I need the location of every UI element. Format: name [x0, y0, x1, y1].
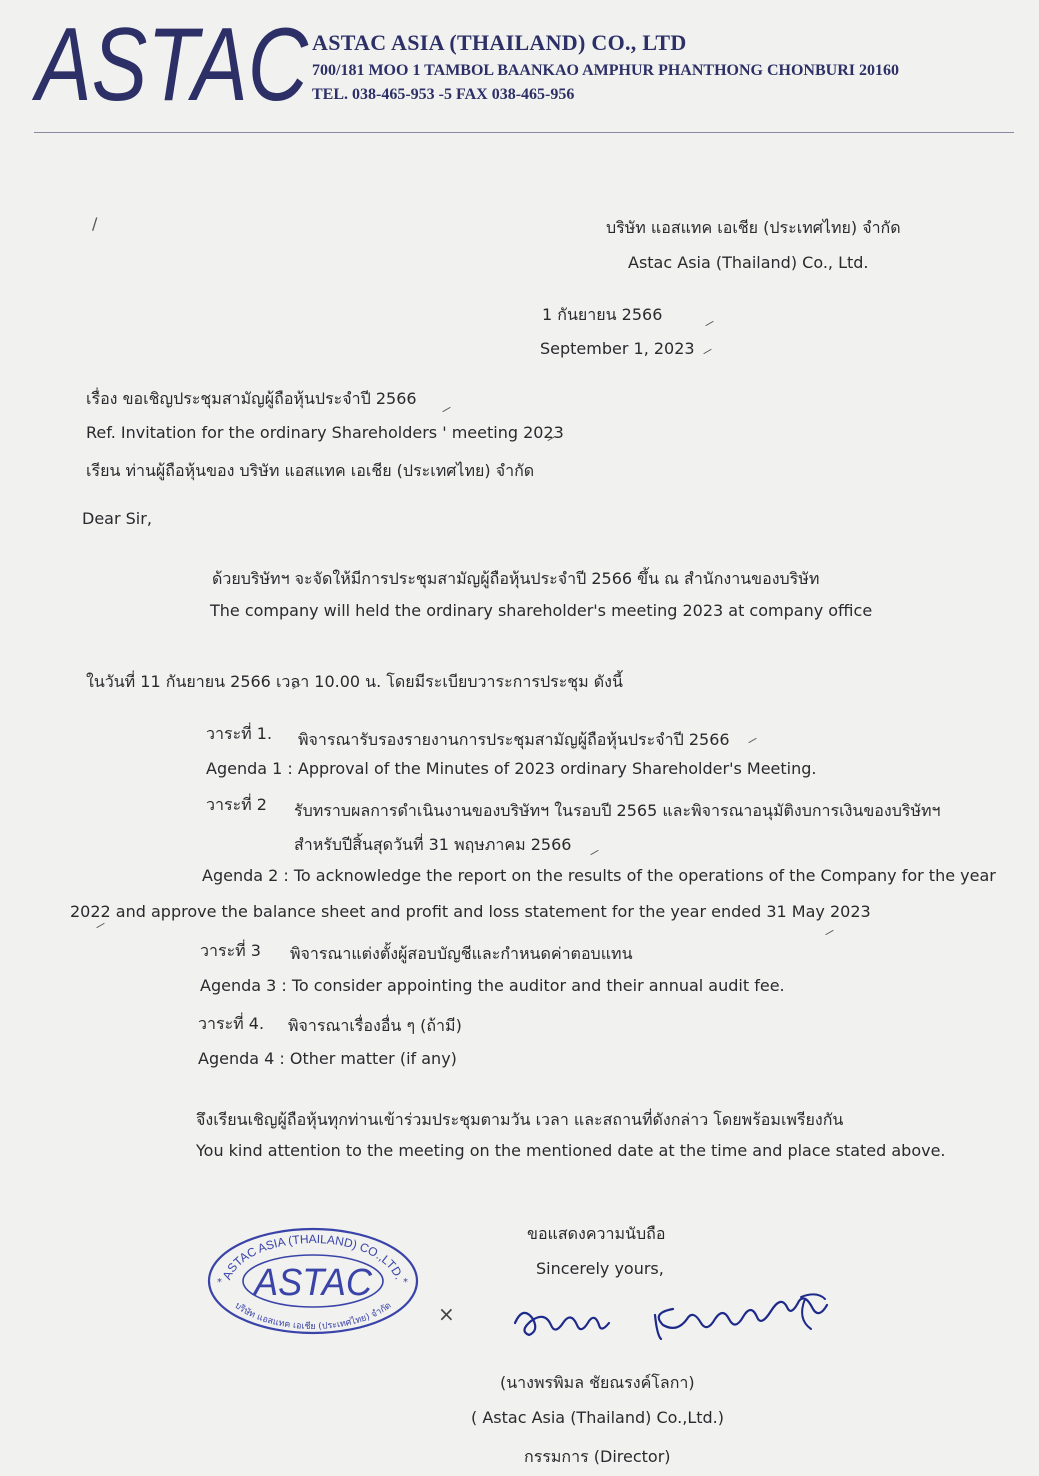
agenda-2-th-label: วาระที่ 2	[206, 795, 267, 814]
agenda-1-th-text: พิจารณารับรองรายงานการประชุมสามัญผู้ถือหุ้นประจำปี 2566	[298, 730, 730, 749]
check-mark	[442, 407, 450, 412]
signer-name-th: (นางพรพิมล ชัยณรงค์โลกา)	[500, 1373, 695, 1392]
stamp-bottom-text: บริษัท แอสแทค เอเชีย (ประเทศไทย) จำกัด	[232, 1300, 394, 1332]
check-mark	[748, 738, 756, 743]
check-mark	[703, 349, 711, 354]
astac-logo	[31, 7, 311, 123]
agenda-2-th-text-2: สำหรับปีสิ้นสุดวันที่ 31 พฤษภาคม 2566	[294, 835, 572, 854]
handwritten-signature	[505, 1285, 885, 1355]
agenda-4-en: Agenda 4 : Other matter (if any)	[198, 1049, 457, 1068]
agenda-2-en-2: 2022 and approve the balance sheet and profit and loss statement for the year ended 31 May 2023	[70, 902, 871, 921]
agenda-4-th-text: พิจารณาเรื่องอื่น ๆ (ถ้ามี)	[288, 1016, 462, 1035]
stamp-top-text: ASTAC ASIA (THAILAND) CO.,LTD.	[219, 1231, 407, 1282]
agenda-3-th-label: วาระที่ 3	[200, 941, 261, 960]
sender-name-en: Astac Asia (Thailand) Co., Ltd.	[628, 253, 869, 272]
check-mark	[825, 930, 833, 935]
check-mark	[590, 850, 598, 855]
star-icon: *	[403, 1277, 408, 1288]
intro-en: The company will held the ordinary shareholder's meeting 2023 at company office	[210, 601, 873, 620]
stamp-center-text: ASTAC	[252, 1262, 373, 1304]
company-stamp	[205, 1225, 421, 1337]
subject-en: Ref. Invitation for the ordinary Shareholders ' meeting 2023	[86, 423, 564, 442]
signer-company: ( Astac Asia (Thailand) Co.,Ltd.)	[471, 1408, 724, 1427]
x-mark: ×	[438, 1302, 455, 1326]
agenda-2-en: Agenda 2 : To acknowledge the report on the results of the operations of the Company for the year	[202, 866, 996, 885]
check-mark	[96, 923, 104, 928]
agenda-2-th-text: รับทราบผลการดำเนินงานของบริษัทฯ ในรอบปี 2565 และพิจารณาอนุมัติงบการเงินของบริษัทฯ	[294, 801, 941, 820]
intro-th: ด้วยบริษัทฯ จะจัดให้มีการประชุมสามัญผู้ถือหุ้นประจำปี 2566 ขึ้น ณ สำนักงานของบริษัท	[212, 569, 820, 588]
agenda-1-th-label: วาระที่ 1.	[206, 724, 273, 743]
regards-en: Sincerely yours,	[536, 1259, 664, 1278]
regards-th: ขอแสดงความนับถือ	[527, 1224, 666, 1243]
sender-name-th: บริษัท แอสแทค เอเชีย (ประเทศไทย) จำกัด	[606, 218, 901, 237]
salutation: Dear Sir,	[82, 509, 152, 528]
company-address: 700/181 MOO 1 TAMBOL BAANKAO AMPHUR PHANTHONG CHONBURI 20160	[312, 62, 899, 79]
subject-th: เรื่อง ขอเชิญประชุมสามัญผู้ถือหุ้นประจำปี 2566	[86, 389, 417, 408]
company-phone: TEL. 038-465-953 -5 FAX 038-465-956	[312, 86, 575, 103]
closing-invite-th: จึงเรียนเชิญผู้ถือหุ้นทุกท่านเข้าร่วมประชุมตามวัน เวลา และสถานที่ดังกล่าว โดยพร้อมเพรียงกัน	[196, 1110, 844, 1129]
closing-invite-en: You kind attention to the meeting on the mentioned date at the time and place stated above.	[196, 1141, 946, 1160]
addressee-th: เรียน ท่านผู้ถือหุ้นของ บริษัท แอสแทค เอเชีย (ประเทศไทย) จำกัด	[86, 461, 535, 480]
margin-mark: /	[92, 214, 98, 233]
agenda-3-en: Agenda 3 : To consider appointing the auditor and their annual audit fee.	[200, 976, 785, 995]
company-name: ASTAC ASIA (THAILAND) CO., LTD	[312, 30, 687, 55]
star-icon: *	[217, 1277, 222, 1288]
meeting-datetime-th: ในวันที่ 11 กันยายน 2566 เวลา 10.00 น. โดยมีระเบียบวาระการประชุม ดังนี้	[86, 672, 623, 691]
date-th: 1 กันยายน 2566	[542, 305, 663, 324]
agenda-3-th-text: พิจารณาแต่งตั้งผู้สอบบัญชีและกำหนดค่าตอบแทน	[290, 944, 633, 963]
date-en: September 1, 2023	[540, 339, 695, 358]
agenda-1-en: Agenda 1 : Approval of the Minutes of 2023 ordinary Shareholder's Meeting.	[206, 759, 817, 778]
logo-text: ASTAC	[31, 7, 309, 123]
signer-title: กรรมการ (Director)	[524, 1447, 671, 1466]
agenda-4-th-label: วาระที่ 4.	[198, 1014, 265, 1033]
header-divider	[34, 132, 1014, 133]
check-mark	[705, 321, 713, 326]
